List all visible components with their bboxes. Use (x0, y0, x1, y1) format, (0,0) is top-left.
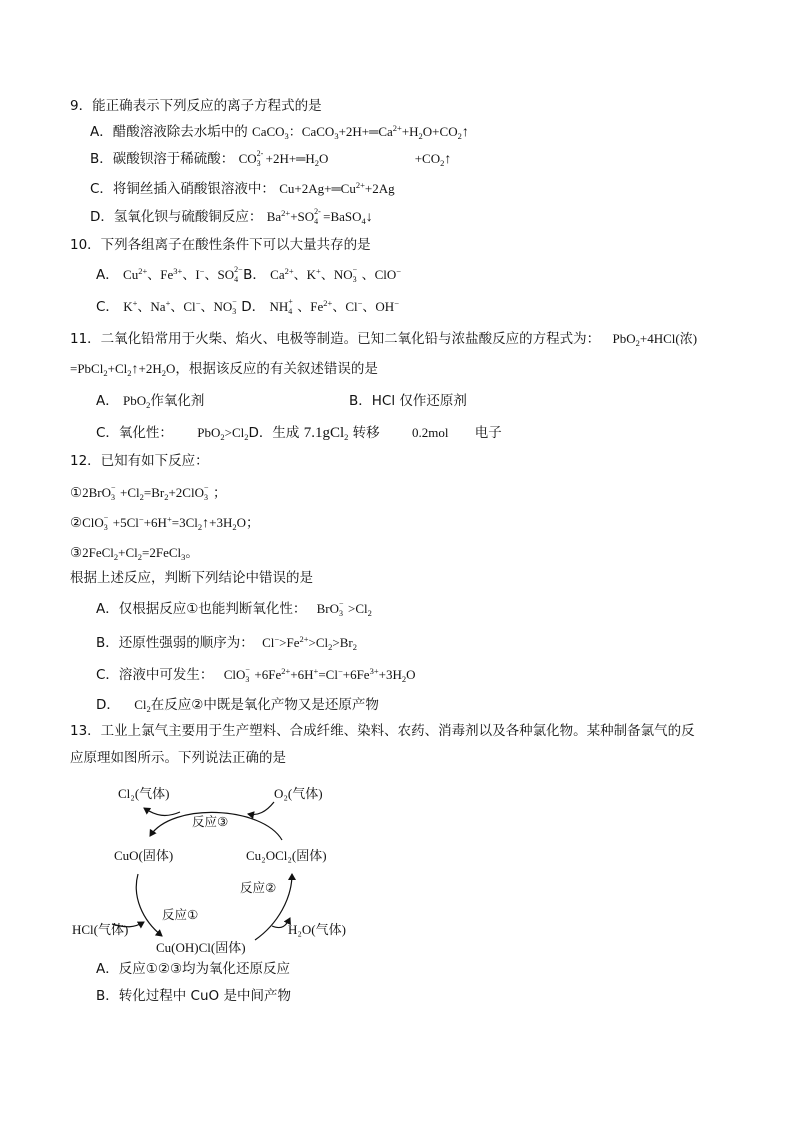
q12-option-b: B．还原性强弱的顺序为： $Cl^->Fe^{2+}>Cl_2>Br_2$ (96, 634, 358, 652)
label-h2o-gas: H₂O(气体) (288, 922, 346, 937)
q9-option-b: B．碳酸钡溶于稀硫酸： CO 2- 3 $+2H+═H_2O$ $+CO_2↑$ (90, 149, 452, 168)
q12-option-c: C．溶液中可发生： ClO − 3 $+6Fe^{2+}+6H^+=Cl^-+6Fe^{3+}+3H_2O$ (96, 665, 416, 684)
q10-options-cd: C． K+、Na+、Cl−、NO − 3 D． NH + 4 、$Fe^{2+}$、Cl−、OH− (96, 297, 399, 316)
q12-reaction-2: ②ClO − 3 $+5Cl^-+6H^+=3Cl_2↑+3H_2O$； (70, 513, 260, 532)
label-reaction-3: 反应③ (192, 814, 229, 829)
q11-stem: 11．二氧化铅常用于火柴、焰火、电极等制造。已知二氧化铅与浓盐酸反应的方程式为： PbO$_2$+4HCl(浓) (70, 331, 698, 348)
q12-option-d-text: 在反应②中既是氧化产物又是还原产物 (150, 697, 379, 713)
label-cuo-solid: CuO(固体) (114, 848, 174, 863)
q12-prompt: 根据上述反应，判断下列结论中错误的是 (70, 570, 313, 586)
q13-option-a: A．反应①②③均为氧化还原反应 (96, 961, 291, 977)
q9-stem: 9．能正确表示下列反应的离子方程式的是 (70, 98, 322, 114)
reaction-cycle-diagram (60, 778, 360, 960)
q9-option-a: A．醋酸溶液除去水垢中的 CaCO$_3$：$CaCO_3+2H+═Ca^{2+}+H_2O+CO_2↑$ (90, 123, 469, 141)
q12-r2-sep: ； (245, 515, 260, 531)
q9-option-a-label: A．醋酸溶液除去水垢中的 (90, 124, 248, 140)
label-hcl-gas: HCl(气体) (72, 922, 129, 937)
q11-option-a-text: 作氧化剂 (150, 393, 205, 409)
label-o2-gas: O₂(气体) (274, 786, 323, 801)
q13-stem-line1: 13．工业上氯气主要用于生产塑料、合成纤维、染料、农药、消毒剂以及各种氯化物。某种制备氯气的反 (70, 723, 695, 739)
q11-stem-cont-text: ，根据该反应的有关叙述错误的是 (175, 361, 378, 377)
q12-r3-end: 。 (185, 545, 199, 561)
q13-option-b: B．转化过程中 CuO 是中间产物 (96, 988, 291, 1004)
q11-stem-cont: $=PbCl_2+Cl_2↑+2H_2O$，根据该反应的有关叙述错误的是 (70, 361, 378, 378)
q9-option-d-label: D．氢氧化钡与硫酸铜反应： (90, 209, 263, 225)
q12-option-c-text: C．溶液中可发生： (96, 667, 214, 683)
q11-options-ab: A． PbO$_2$作氧化剂 B．HCl 仅作还原剂 (96, 393, 467, 410)
label-cl2-gas: Cl₂(气体) (118, 786, 170, 801)
q12-r1-marker: ① (70, 485, 83, 501)
q12-option-a-text: A．仅根据反应①也能判断氧化性： (96, 601, 307, 617)
q12-option-a: A．仅根据反应①也能判断氧化性： BrO − 3 $>Cl_2$ (96, 599, 372, 618)
q11-option-b: B．HCl 仅作还原剂 (349, 393, 467, 409)
arrow-cl2-out (144, 808, 180, 815)
q11-options-cd: C．氧化性： $PbO_2>Cl_2D$．生成 7.1gCl$_2$ 转移 0.2mol 电子 (96, 425, 502, 442)
q11-option-d-text2: 电子 (474, 425, 502, 441)
q12-r2-marker: ② (70, 515, 83, 531)
q10-option-c-label: C． (96, 299, 119, 315)
q12-option-d: D． $Cl_2$在反应②中既是氧化产物又是还原产物 (96, 697, 379, 714)
q9-option-b-label: B．碳酸钡溶于稀硫酸： (90, 151, 235, 167)
q12-reaction-3: $③2FeCl_2+Cl_2=2FeCl_3$。 (70, 545, 199, 562)
q9-option-c-label: C．将铜丝插入硝酸银溶液中： (90, 181, 275, 197)
q10-option-d-label: D． (241, 299, 266, 315)
q10-options-ab: A． $Cu^{2+}$、$Fe^{3+}$、I−、SO 2− 4 B． $Ca^{2+}$、K+、NO − 3 、ClO− (96, 265, 402, 284)
q10-stem: 10．下列各组离子在酸性条件下可以大量共存的是 (70, 237, 371, 253)
q9-option-d: D．氢氧化钡与硫酸铜反应： $Ba^{2+}+SO$ 2- 4 =BaSO$_4$↓ (90, 207, 373, 226)
q11-option-d-amount: 0.2mol (411, 425, 449, 440)
label-reaction-2: 反应② (240, 880, 277, 895)
q11-conc: (浓) (675, 331, 698, 346)
q12-reaction-1: ①2BrO − 3 $+Cl_2=Br_2+2ClO$ − 3 ； (70, 483, 227, 502)
q11-option-d-text1: 转移 (352, 425, 380, 441)
arrow-o2-in (248, 802, 274, 815)
q12-stem: 12．已知有如下反应： (70, 453, 209, 469)
q9-option-c: C．将铜丝插入硝酸银溶液中： $Cu+2Ag+═Cu^{2+}+2Ag$ (90, 180, 395, 197)
label-cuohcl-solid: Cu(OH)Cl(固体) (156, 940, 246, 955)
q11-stem-text: 11．二氧化铅常用于火柴、焰火、电极等制造。已知二氧化铅与浓盐酸反应的方程式为： (70, 331, 601, 347)
q11-option-c-label: C．氧化性： (96, 425, 173, 441)
q12-option-b-text: B．还原性强弱的顺序为： (96, 635, 254, 651)
label-cu2ocl2-solid: Cu₂OCl₂(固体) (246, 848, 327, 863)
label-reaction-1: 反应① (162, 907, 199, 922)
q10-option-b-label: B． (243, 267, 266, 283)
q11-option-a-label: A． (96, 393, 119, 409)
arc-reaction-1 (136, 874, 162, 936)
q10-option-a-label: A． (96, 267, 119, 283)
q12-r3-marker: ③ (70, 545, 83, 561)
q13-stem-line2: 应原理如图所示。下列说法正确的是 (70, 750, 286, 766)
q11-option-d-label: D．生成 (248, 425, 300, 441)
q12-r1-sep: ； (212, 485, 227, 501)
q12-option-d-label: D． (96, 697, 120, 713)
